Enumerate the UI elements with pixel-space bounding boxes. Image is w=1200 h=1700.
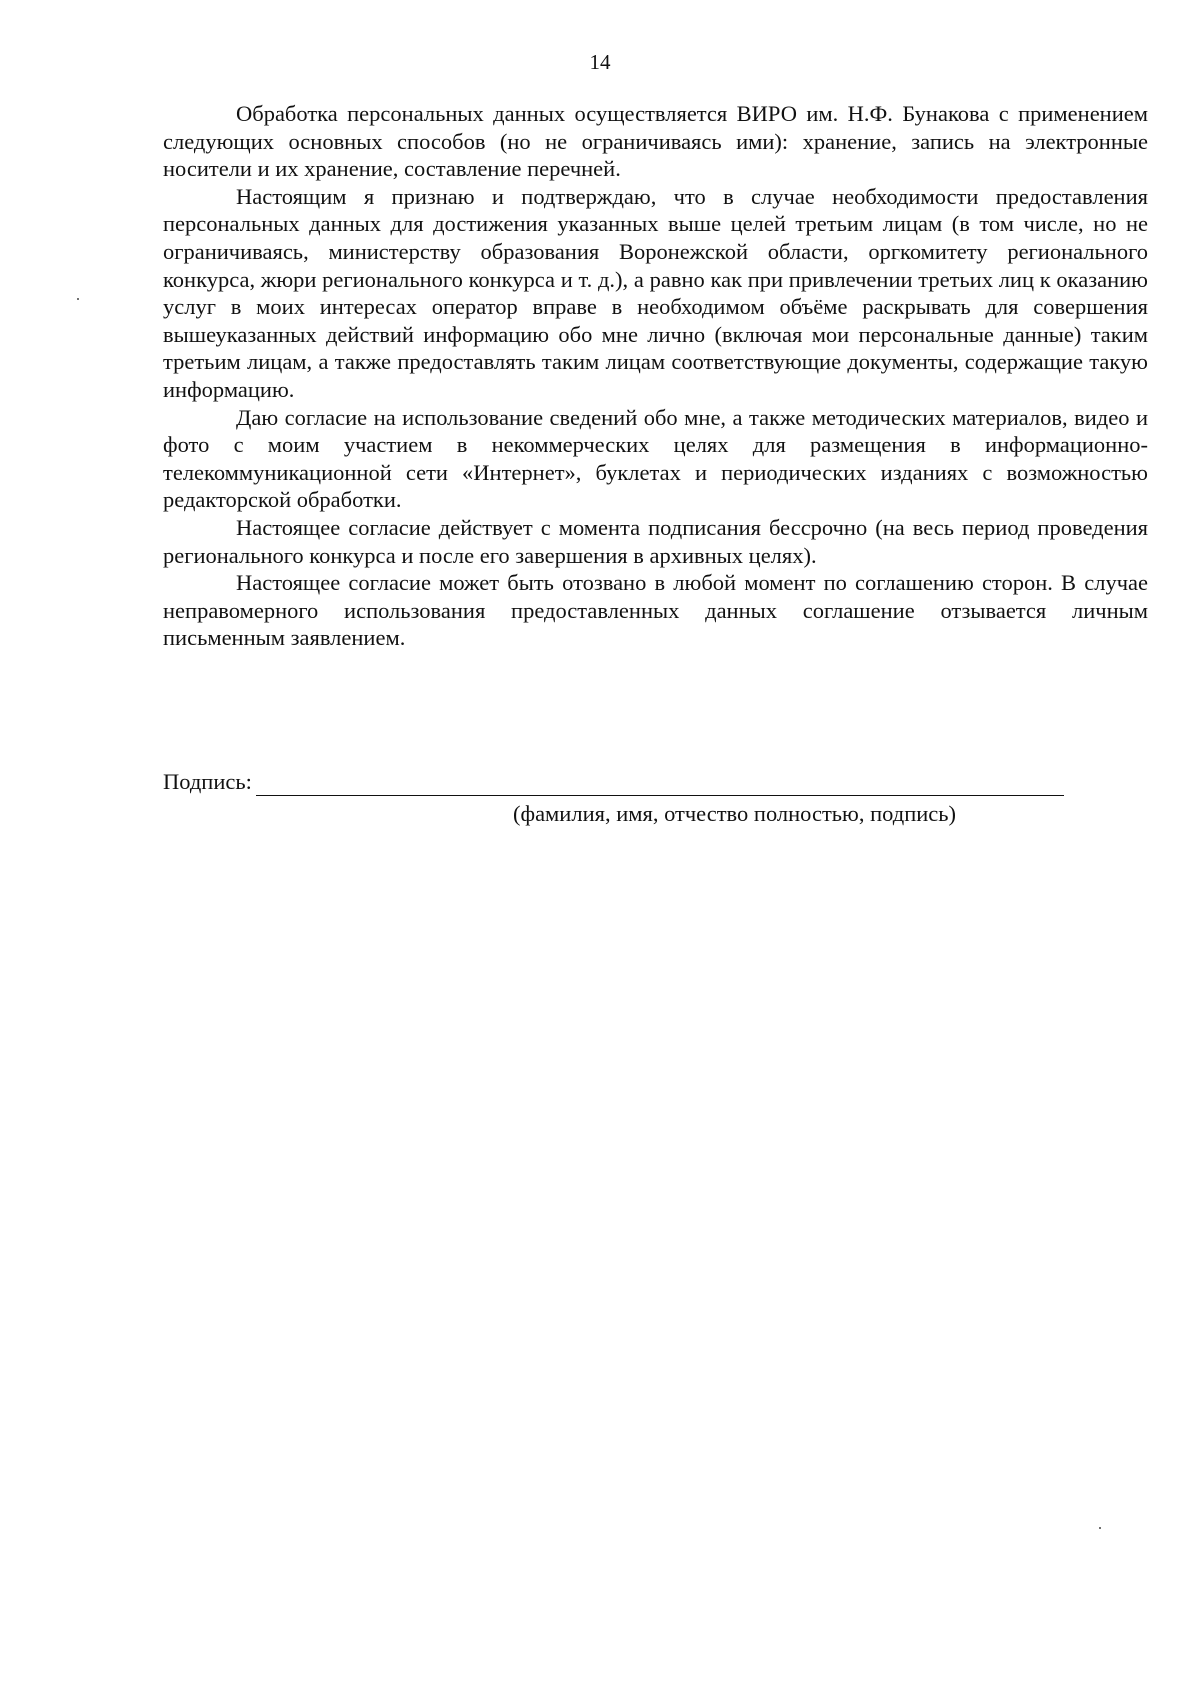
- signature-line: [256, 769, 1064, 796]
- scan-speck: [77, 298, 79, 300]
- document-body: [163, 100, 1148, 652]
- paragraph-processing-methods: Обработка персональных данных осуществляется ВИРО им. Н.Ф. Бунакова с применением следующих основных способов (но не ограничиваясь ими): хранение, запись на электронные носители и их хранение, составление перечней.: [163, 101, 1148, 182]
- signature-row: [163, 768, 1064, 796]
- paragraph-consent-duration: Настоящее согласие действует с момента подписания бессрочно (на весь период проведения регионального конкурса и после его завершения в архивных целях).: [163, 514, 1148, 568]
- signature-label: Подпись:: [163, 769, 252, 794]
- paragraph-media-consent: Даю согласие на использование сведений обо мне, а также методических материалов, видео и фото с моим участием в некоммерческих целях для размещения в информационно-телекоммуникационной сети «Интернет», буклетах и периодических изданиях с возможностью редакторской обработки.: [163, 404, 1148, 513]
- paragraph-consent-revocation: Настоящее согласие может быть отозвано в любой момент по соглашению сторон. В случае неправомерного использования предоставленных данных соглашение отзывается личным письменным заявлением.: [163, 570, 1148, 651]
- scan-speck: [1099, 1527, 1101, 1529]
- paragraph-third-party-disclosure: Настоящим я признаю и подтверждаю, что в случае необходимости предоставления персональных данных для достижения указанных выше целей третьим лицам (в том числе, но не ограничиваясь, министерству образования Воронежской области, оргкомитету регионального конкурса, жюри регионального конкурса и т. д.), а равно как при привлечении третьих лиц к оказанию услуг в моих интересах оператор вправе в необходимом объёме раскрывать для совершения вышеуказанных действий информацию обо мне лично (включая мои персональные данные) таким третьим лицам, а также предоставлять таким лицам соответствующие документы, содержащие такую информацию.: [163, 183, 1148, 402]
- page-number: 14: [589, 50, 611, 74]
- signature-hint: (фамилия, имя, отчество полностью, подпись): [513, 801, 957, 826]
